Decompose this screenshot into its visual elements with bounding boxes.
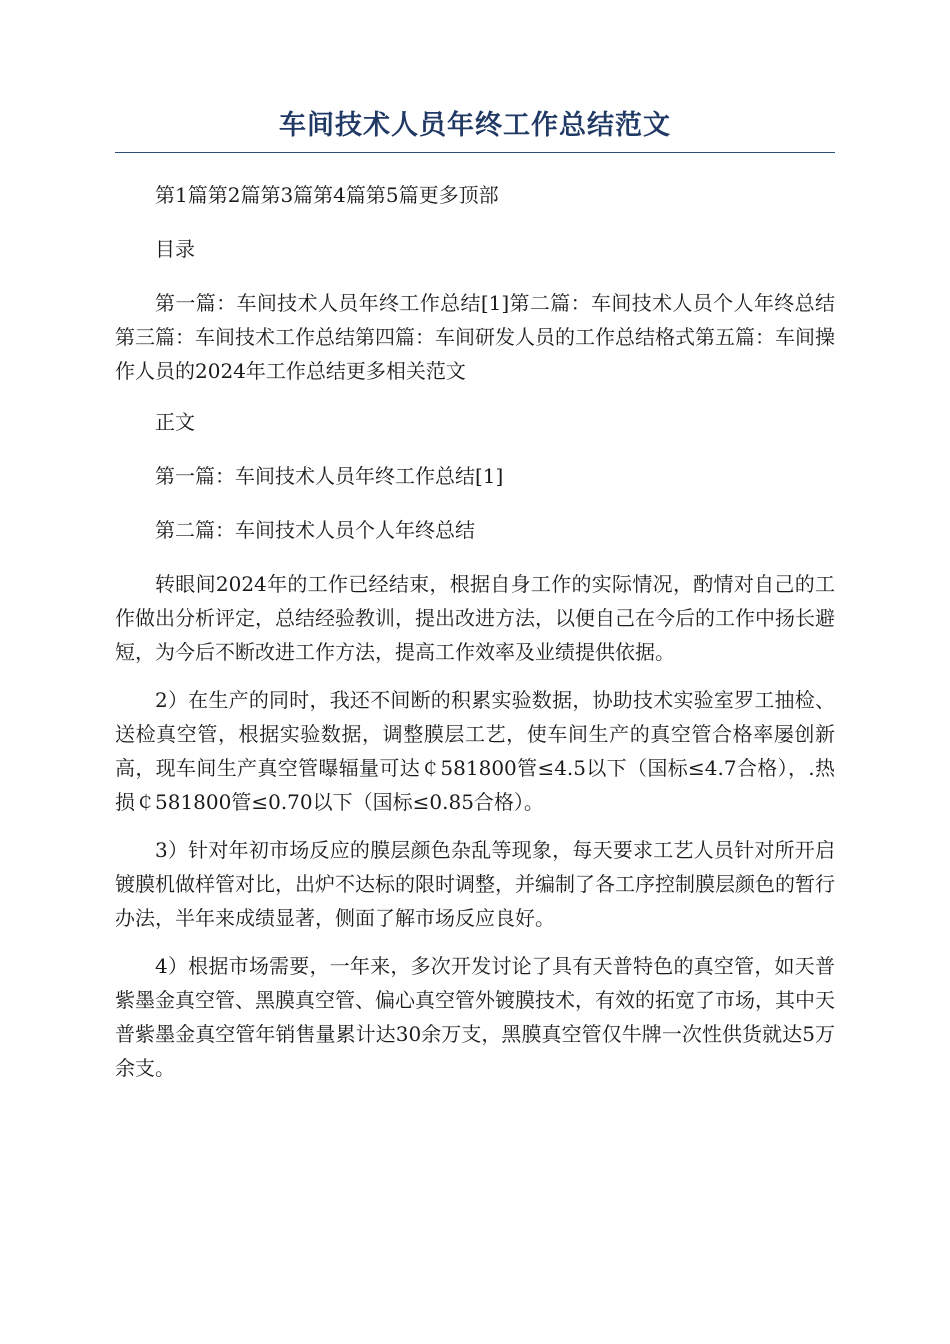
body-paragraph: 转眼间2024年的工作已经结束，根据自身工作的实际情况，酌情对自己的工作做出分析评定，总结经验教训，提出改进方法，以便自己在今后的工作中扬长避短，为今后不断改进工作方法，提高工作效率及业绩提供依据。: [115, 572, 835, 664]
document-title: 车间技术人员年终工作总结范文: [279, 110, 671, 141]
section-nav-line: 第1篇第2篇第3篇第4篇第5篇更多顶部: [155, 183, 499, 207]
body-paragraph: 3）针对年初市场反应的膜层颜色杂乱等现象，每天要求工艺人员针对所开启镀膜机做样管对比，出炉不达标的限时调整，并编制了各工序控制膜层颜色的暂行办法，半年来成绩显著，侧面了解市场反应良好。: [115, 838, 835, 930]
part1-heading: 第一篇：车间技术人员年终工作总结[1]: [155, 464, 504, 488]
body-paragraph: 4）根据市场需要，一年来，多次开发讨论了具有天普特色的真空管，如天普紫墨金真空管、黑膜真空管、偏心真空管外镀膜技术，有效的拓宽了市场，其中天普紫墨金真空管年销售量累计达30余万支，黑膜真空管仅牛牌一次性供货就达5万余支。: [115, 954, 835, 1080]
document-page: [115, 108, 835, 1085]
title-underline: [115, 152, 835, 153]
body-heading: 正文: [155, 410, 195, 434]
toc-heading: 目录: [155, 237, 195, 261]
part2-heading: 第二篇：车间技术人员个人年终总结: [155, 518, 475, 542]
toc-text: 第一篇：车间技术人员年终工作总结[1]第二篇：车间技术人员个人年终总结第三篇：车间技术工作总结第四篇：车间研发人员的工作总结格式第五篇：车间操作人员的2024年工作总结更多相关范文: [115, 291, 835, 383]
body-paragraph: 2）在生产的同时，我还不间断的积累实验数据，协助技术实验室罗工抽检、送检真空管，根据实验数据，调整膜层工艺，使车间生产的真空管合格率屡创新高，现车间生产真空管曝辐量可达￠581800管≤4.5以下（国标≤4.7合格），.热损￠581800管≤0.70以下（国标≤0.85合格）。: [115, 688, 835, 814]
